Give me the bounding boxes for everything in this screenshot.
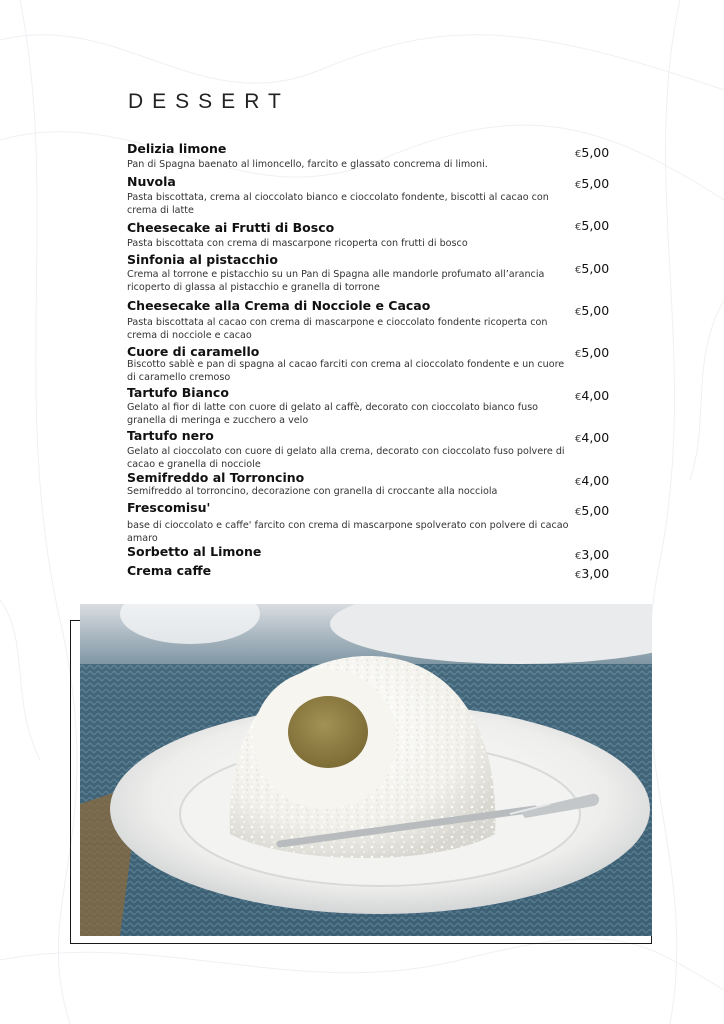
menu-item-name: Sinfonia al pistacchio — [127, 252, 278, 267]
currency-symbol: € — [575, 507, 582, 518]
menu-item-price — [575, 500, 609, 519]
menu-item-name: Semifreddo al Torroncino — [127, 470, 305, 485]
currency-symbol: € — [575, 477, 582, 488]
menu-item-name: Tartufo nero — [127, 428, 214, 443]
price-amount: 5,00 — [581, 145, 610, 160]
menu-item-price — [575, 300, 609, 319]
menu-item-name: Sorbetto al Limone — [127, 544, 262, 559]
menu-item-description: Crema al torrone e pistacchio su un Pan di Spagna alle mandorle profumato all’arancia ricoperto di glassa al pistacchio e granella di torrone — [127, 269, 545, 293]
price-amount: 5,00 — [581, 503, 610, 518]
menu-item-description: Pasta biscottata, crema al cioccolato bianco e cioccolato fondente, biscotti al cacao con crema di latte — [127, 192, 549, 216]
menu-item-price — [575, 215, 609, 234]
price-amount: 5,00 — [581, 261, 610, 276]
menu-item-price — [575, 258, 609, 277]
dessert-photo — [80, 604, 652, 936]
menu-item-name: Delizia limone — [127, 141, 227, 156]
menu-item-name: Tartufo Bianco — [127, 385, 229, 400]
currency-symbol: € — [575, 349, 582, 360]
menu-item-description: base di cioccolato e caffe' farcito con crema di mascarpone spolverato con polvere di cacao amaro — [127, 520, 569, 544]
currency-symbol: € — [575, 307, 582, 318]
menu-item-name: Crema caffe — [127, 563, 212, 578]
menu-item-price — [575, 563, 609, 582]
page-title: DESSERT — [128, 90, 290, 113]
currency-symbol: € — [575, 570, 582, 581]
menu-item-name: Nuvola — [127, 174, 176, 189]
menu-item-price — [575, 385, 609, 404]
currency-symbol: € — [575, 434, 582, 445]
price-amount: 3,00 — [581, 566, 610, 581]
price-amount: 4,00 — [581, 473, 610, 488]
currency-symbol: € — [575, 265, 582, 276]
menu-item-name: Cheesecake ai Frutti di Bosco — [127, 220, 335, 235]
price-amount: 4,00 — [581, 388, 610, 403]
menu-item-price — [575, 142, 609, 161]
menu-item-description: Biscotto sablè e pan di spagna al cacao farciti con crema al cioccolato fondente e un cuore di caramello cremoso — [127, 359, 565, 383]
price-amount: 5,00 — [581, 345, 610, 360]
menu-item-description: Semifreddo al torroncino, decorazione con granella di croccante alla nocciola — [127, 486, 498, 497]
menu-item-price — [575, 470, 609, 489]
menu-item-name: Cuore di caramello — [127, 344, 260, 359]
menu-item-price — [575, 342, 609, 361]
currency-symbol: € — [575, 222, 582, 233]
menu-item-description: Pasta biscottata con crema di mascarpone ricoperta con frutti di bosco — [127, 238, 468, 249]
price-amount: 5,00 — [581, 218, 610, 233]
menu-item-price — [575, 427, 609, 446]
menu-item-price — [575, 173, 609, 192]
currency-symbol: € — [575, 180, 582, 191]
currency-symbol: € — [575, 392, 582, 403]
menu-item-name: Cheesecake alla Crema di Nocciole e Cacao — [127, 298, 431, 313]
currency-symbol: € — [575, 551, 582, 562]
currency-symbol: € — [575, 149, 582, 160]
menu-item-description: Gelato al fior di latte con cuore di gelato al caffè, decorato con cioccolato bianco fuso granella di meringa e zucchero a velo — [127, 402, 539, 426]
menu-item-description: Gelato al cioccolato con cuore di gelato alla crema, decorato con cioccolato fuso polvere di cacao e granella di nocciole — [127, 446, 565, 470]
menu-item-price — [575, 544, 609, 563]
menu-item-name: Frescomisu' — [127, 500, 211, 515]
menu-item-description: Pan di Spagna baenato al limoncello, farcito e glassato concrema di limoni. — [127, 159, 488, 170]
price-amount: 5,00 — [581, 176, 610, 191]
price-amount: 3,00 — [581, 547, 610, 562]
price-amount: 5,00 — [581, 303, 610, 318]
menu-item-description: Pasta biscottata al cacao con crema di mascarpone e cioccolato fondente ricoperta con crema di nocciole e cacao — [127, 317, 548, 341]
price-amount: 4,00 — [581, 430, 610, 445]
